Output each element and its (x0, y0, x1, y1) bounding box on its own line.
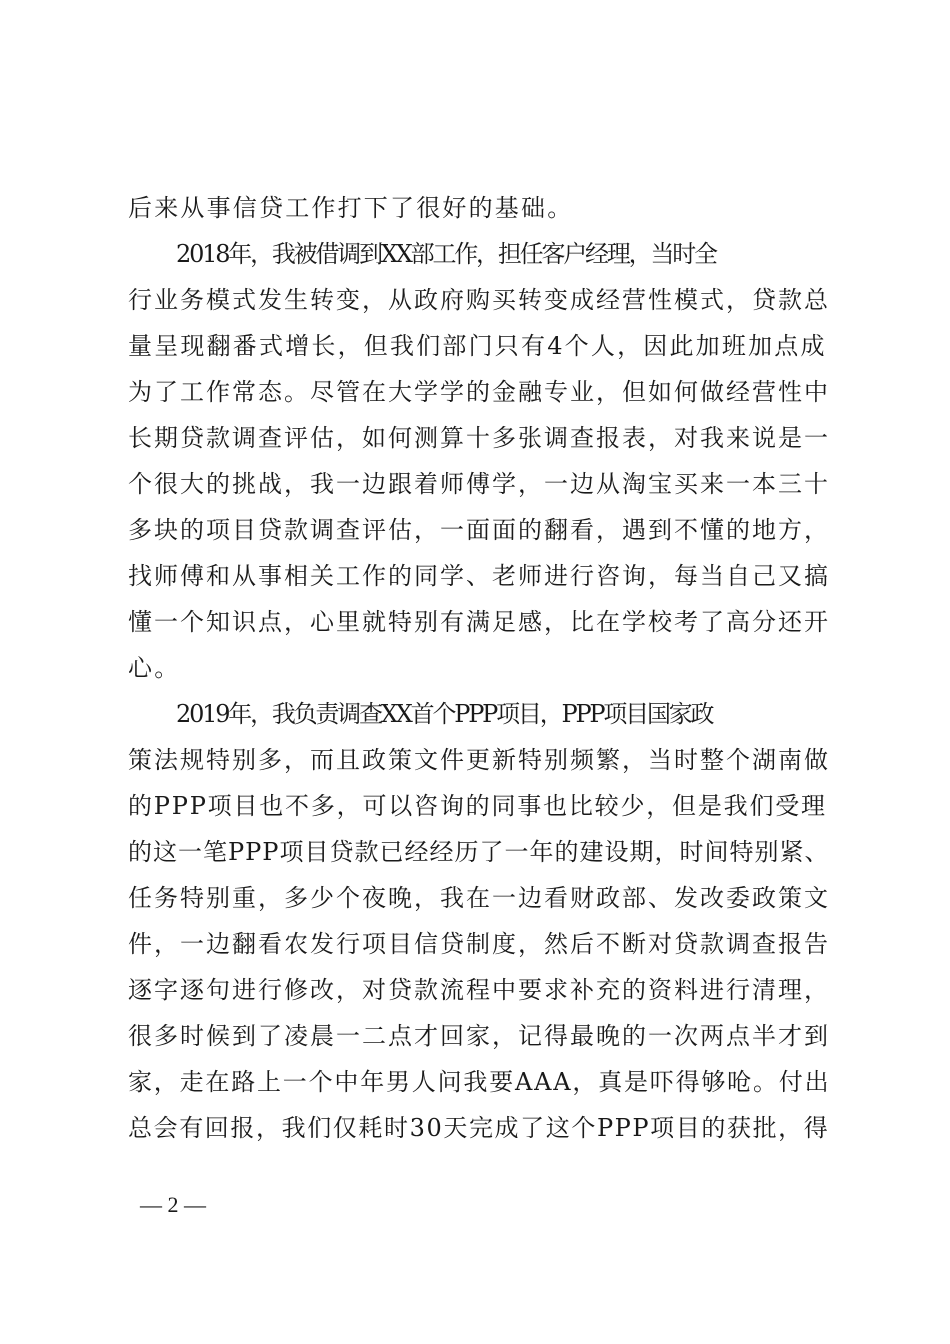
text-line: 懂一个知识点，心里就特别有满足感，比在学校考了高分还开 (128, 608, 830, 636)
text-line: 总会有回报，我们仅耗时30天完成了这个PPP项目的获批，得 (128, 1114, 830, 1142)
paragraph-first-line: 2018年，我被借调到XX部工作，担任客户经理，当时全 (176, 240, 716, 268)
text-line: 很多时候到了凌晨一二点才回家，记得最晚的一次两点半才到 (128, 1022, 830, 1050)
text-line: 策法规特别多，而且政策文件更新特别频繁，当时整个湖南做 (128, 746, 830, 774)
page-number: — 2 — (140, 1192, 206, 1217)
paragraph-first-line: 2019年，我负责调查XX首个PPP项目，PPP项目国家政 (176, 700, 713, 728)
text-line: 任务特别重，多少个夜晚，我在一边看财政部、发改委政策文 (128, 884, 830, 912)
text-line: 心。 (128, 654, 181, 682)
text-line: 个很大的挑战，我一边跟着师傅学，一边从淘宝买来一本三十 (128, 470, 830, 498)
text-line: 逐字逐句进行修改，对贷款流程中要求补充的资料进行清理， (128, 976, 830, 1004)
text-line: 长期贷款调查评估，如何测算十多张调查报表，对我来说是一 (128, 424, 830, 452)
text-line: 找师傅和从事相关工作的同学、老师进行咨询，每当自己又搞 (128, 562, 830, 590)
text-line: 家，走在路上一个中年男人问我要AAA，真是吓得够呛。付出 (128, 1068, 831, 1096)
text-line: 量呈现翻番式增长，但我们部门只有4个人，因此加班加点成 (128, 332, 827, 360)
text-line: 件，一边翻看农发行项目信贷制度，然后不断对贷款调查报告 (128, 930, 830, 958)
text-line: 的PPP项目也不多，可以咨询的同事也比较少，但是我们受理 (128, 792, 827, 820)
text-line: 行业务模式发生转变，从政府购买转变成经营性模式，贷款总 (128, 286, 830, 314)
text-line: 的这一笔PPP项目贷款已经经历了一年的建设期，时间特别紧、 (128, 838, 830, 866)
text-line: 为了工作常态。尽管在大学学的金融专业，但如何做经营性中 (128, 378, 830, 406)
text-line: 多块的项目贷款调查评估，一面面的翻看，遇到不懂的地方， (128, 516, 830, 544)
text-line: 后来从事信贷工作打下了很好的基础。 (128, 194, 574, 222)
